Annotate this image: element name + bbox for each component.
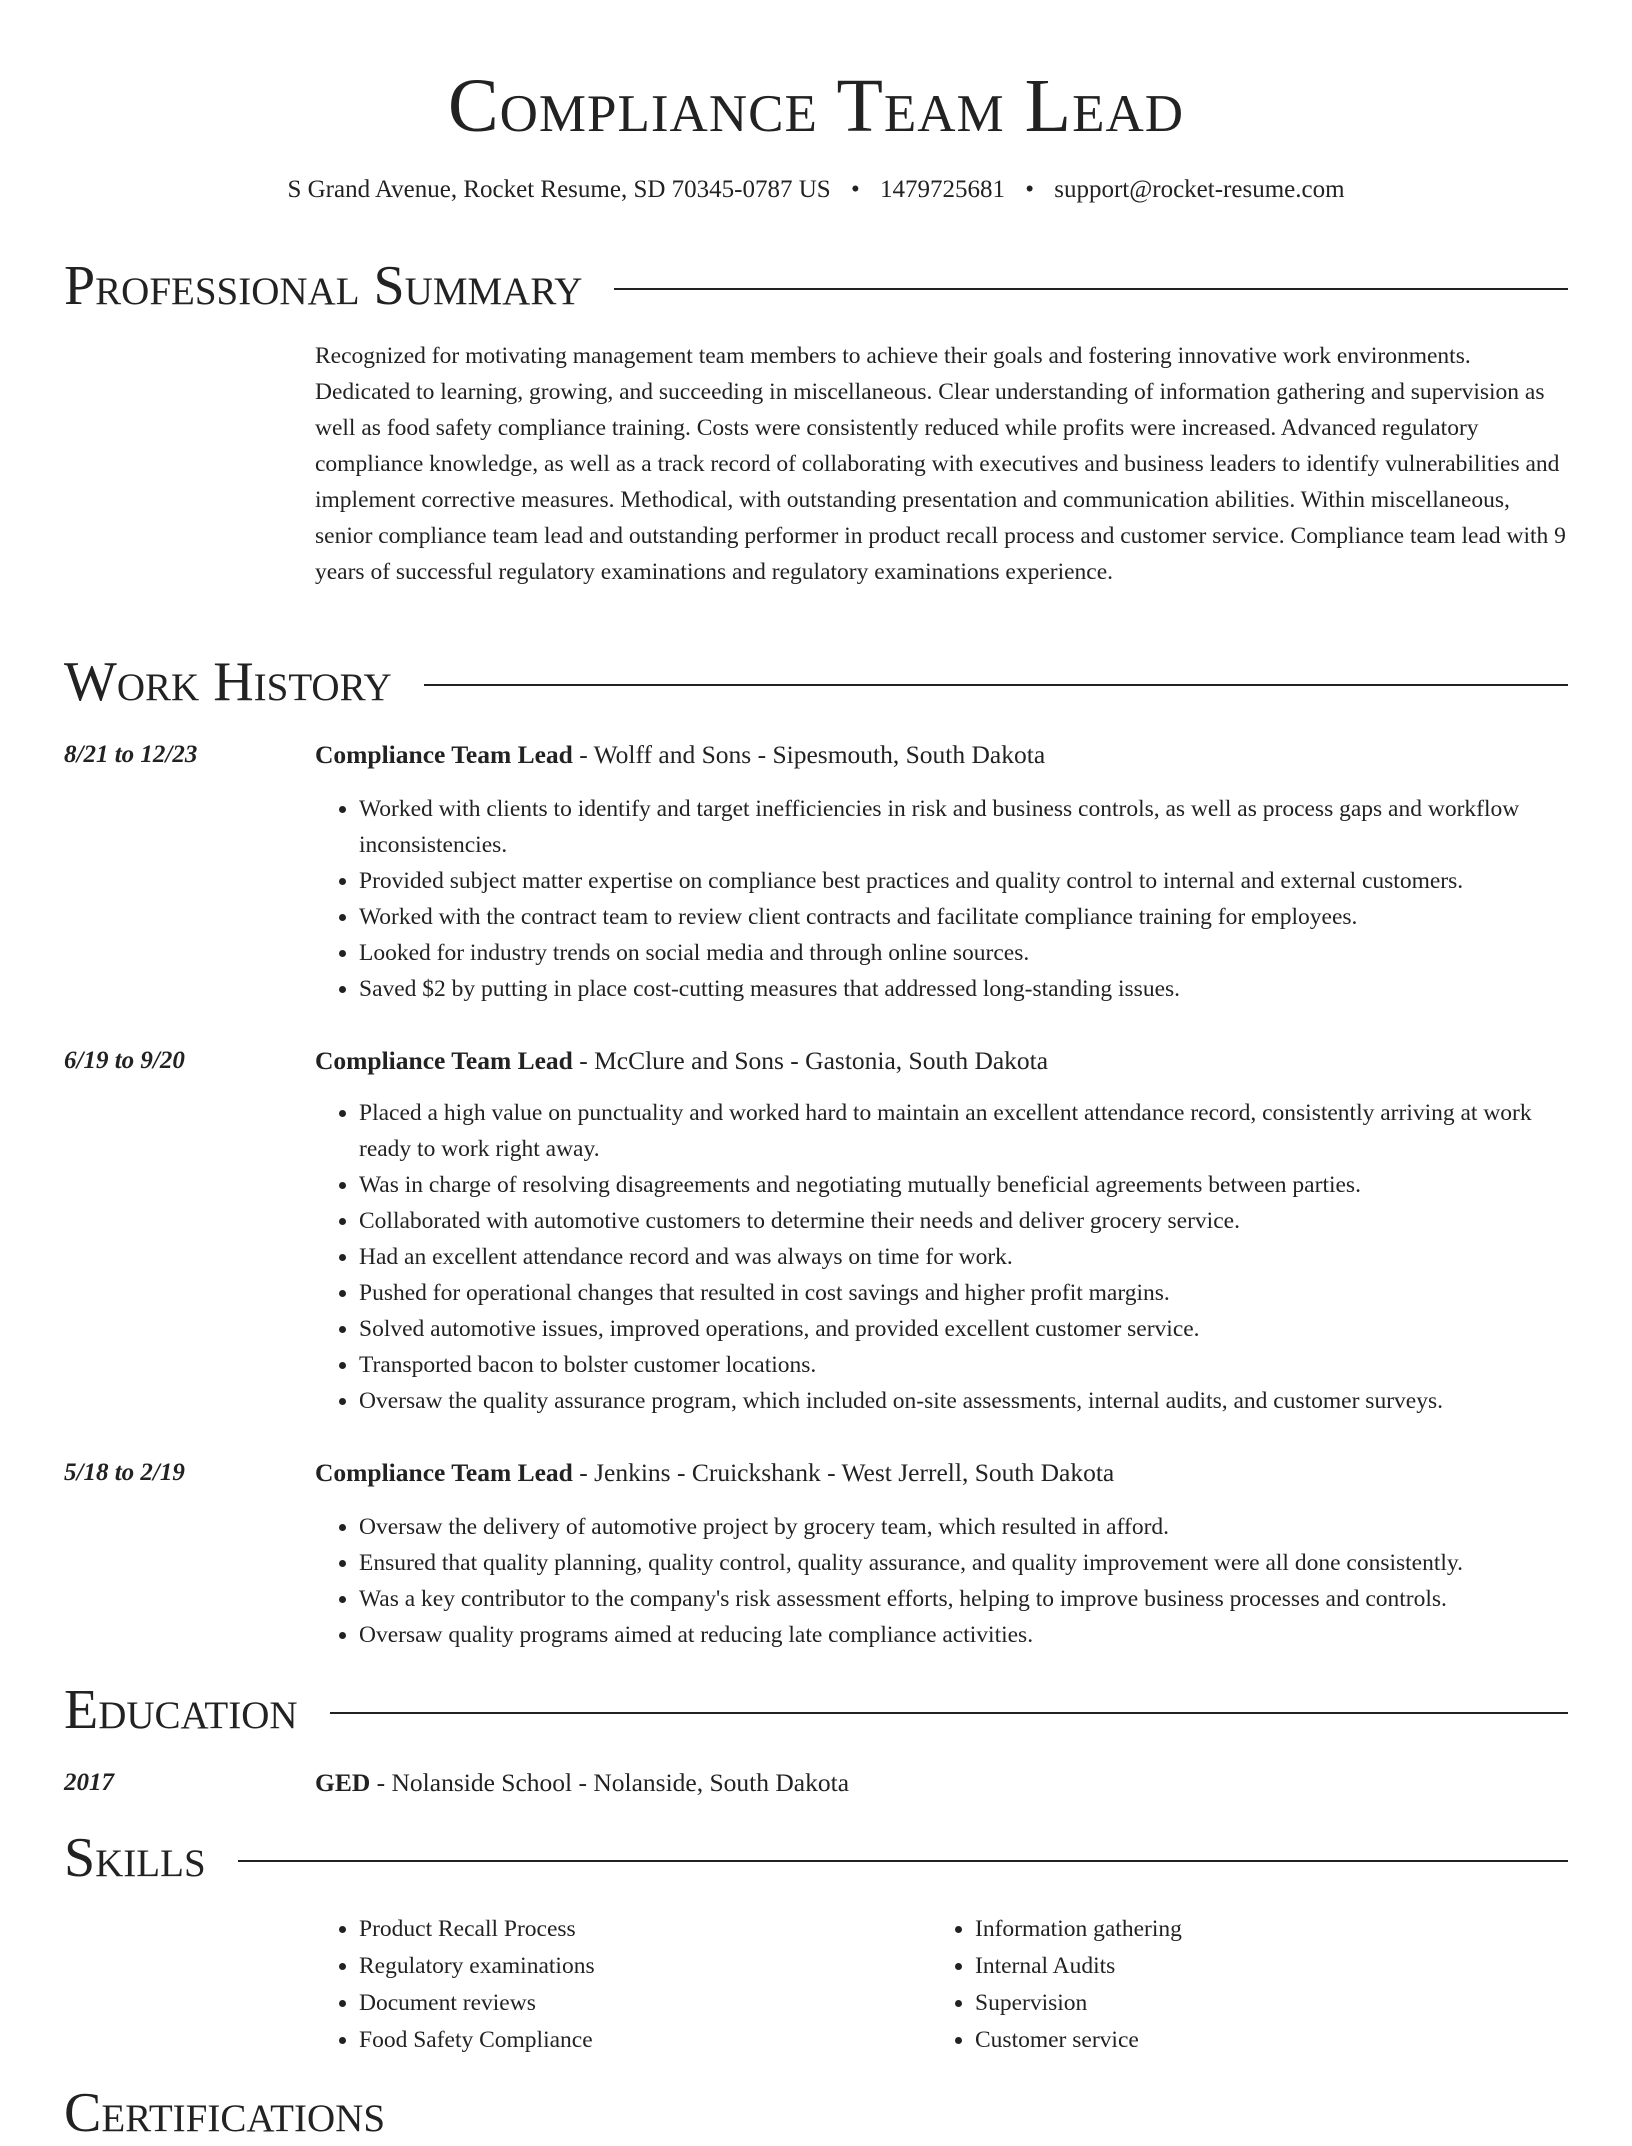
job-employer: - McClure and Sons - Gastonia, South Dakota	[572, 1046, 1049, 1075]
section-divider	[238, 1860, 1568, 1862]
education-school: - Nolanside School - Nolanside, South Dakota	[370, 1768, 850, 1797]
job-bullet: • Saved $2 by putting in place cost-cutting measures that addressed long-standing issues.	[359, 971, 1570, 1007]
job-bullet: • Solved automotive issues, improved operations, and provided excellent customer service.	[359, 1311, 1570, 1347]
job-employer: - Wolff and Sons - Sipesmouth, South Dakota	[572, 740, 1046, 769]
summary-section-title: Professional Summary	[64, 255, 583, 317]
job-bullet: • Provided subject matter expertise on compliance best practices and quality control to internal and external customers.	[359, 863, 1570, 899]
job-bullet: • Oversaw the delivery of automotive project by grocery team, which resulted in afford.	[359, 1509, 1570, 1545]
job-bullet: • Was in charge of resolving disagreements and negotiating mutually beneficial agreements between parties.	[359, 1167, 1570, 1203]
skills-list-left	[315, 1911, 595, 2059]
summary-section-header	[64, 253, 1568, 319]
job-bullet: • Worked with the contract team to review client contracts and facilitate compliance training for employees.	[359, 899, 1570, 935]
job-bullet: • Had an excellent attendance record and was always on time for work.	[359, 1239, 1570, 1275]
skill-item: • Supervision	[975, 1985, 1182, 2022]
job-bullet: • Oversaw quality programs aimed at reducing late compliance activities.	[359, 1617, 1570, 1653]
work-history-section-header	[64, 649, 1568, 715]
skills-list-right	[931, 1911, 1182, 2059]
contact-email[interactable]: support@rocket-resume.com	[1054, 176, 1345, 203]
skill-item: • Regulatory examinations	[359, 1948, 595, 1985]
contact-address: S Grand Avenue, Rocket Resume, SD 70345-0787 US	[287, 176, 831, 203]
skill-item: • Customer service	[975, 2022, 1182, 2059]
job-bullet: • Placed a high value on punctuality and worked hard to maintain an excellent attendance record, consistently arriving at work ready to work right away.	[359, 1095, 1570, 1167]
skill-item: • Product Recall Process	[359, 1911, 595, 1948]
job-dates: 5/18 to 2/19	[64, 1459, 185, 1486]
job-title-line	[315, 1043, 1048, 1079]
education-line	[315, 1765, 849, 1801]
job-bullet-list	[315, 1095, 1570, 1419]
education-degree: GED	[315, 1768, 371, 1797]
job-bullet-list	[315, 1509, 1570, 1653]
job-title-line	[315, 1455, 1114, 1491]
job-position: Compliance Team Lead	[315, 1458, 573, 1487]
skills-section-header	[64, 1825, 1568, 1891]
contact-separator: •	[850, 176, 860, 203]
skill-item: • Information gathering	[975, 1911, 1182, 1948]
skill-item: • Internal Audits	[975, 1948, 1182, 1985]
contact-phone: 1479725681	[879, 176, 1005, 203]
job-bullet: • Worked with clients to identify and target inefficiencies in risk and business controls, as well as process gaps and workflow inconsistencies.	[359, 791, 1570, 863]
skills-section-title: Skills	[64, 1827, 206, 1889]
job-title-line	[315, 737, 1045, 773]
job-position: Compliance Team Lead	[315, 1046, 573, 1075]
job-bullet: • Oversaw the quality assurance program, which included on-site assessments, internal audits, and customer surveys.	[359, 1383, 1570, 1419]
section-divider	[330, 1712, 1568, 1714]
job-bullet: • Pushed for operational changes that resulted in cost savings and higher profit margins.	[359, 1275, 1570, 1311]
job-bullet: • Ensured that quality planning, quality control, quality assurance, and quality improvement were all done consistently.	[359, 1545, 1570, 1581]
job-bullet-list	[315, 791, 1570, 1007]
work-history-section-title: Work History	[64, 651, 392, 713]
job-bullet: • Was a key contributor to the company's risk assessment efforts, helping to improve business processes and controls.	[359, 1581, 1570, 1617]
skill-item: • Food Safety Compliance	[359, 2022, 595, 2059]
education-section-title: Education	[64, 1679, 298, 1741]
contact-line	[0, 173, 1632, 207]
job-employer: - Jenkins - Cruickshank - West Jerrell, South Dakota	[572, 1458, 1115, 1487]
job-bullet: • Looked for industry trends on social media and through online sources.	[359, 935, 1570, 971]
summary-text: Recognized for motivating management team members to achieve their goals and fostering innovative work environments. Dedicated to learning, growing, and succeeding in miscellaneous. Clear understanding of information gathering and supervision as well as food safety compliance training. Costs were consistently reduced while profits were increased. Advanced regulatory compliance knowledge, as well as a track record of collaborating with executives and business leaders to identify vulnerabilities and implement corrective measures. Methodical, with outstanding presentation and communication abilities. Within miscellaneous, senior compliance team lead and outstanding performer in product recall process and customer service. Compliance team lead with 9 years of successful regulatory examinations and regulatory examinations experience.	[315, 343, 1566, 585]
skill-item: • Document reviews	[359, 1985, 595, 2022]
contact-separator: •	[1025, 176, 1034, 203]
education-year: 2017	[64, 1769, 114, 1796]
job-dates: 6/19 to 9/20	[64, 1047, 185, 1074]
section-divider	[614, 288, 1568, 290]
certifications-section-title: Certifications	[64, 2082, 386, 2144]
resume-name: Compliance Team Lead	[447, 64, 1185, 148]
job-bullet: • Transported bacon to bolster customer locations.	[359, 1347, 1570, 1383]
section-divider	[424, 684, 1568, 686]
job-bullet: • Collaborated with automotive customers to determine their needs and deliver grocery service.	[359, 1203, 1570, 1239]
job-dates: 8/21 to 12/23	[64, 741, 198, 768]
job-position: Compliance Team Lead	[315, 740, 573, 769]
education-section-header	[64, 1677, 1568, 1743]
